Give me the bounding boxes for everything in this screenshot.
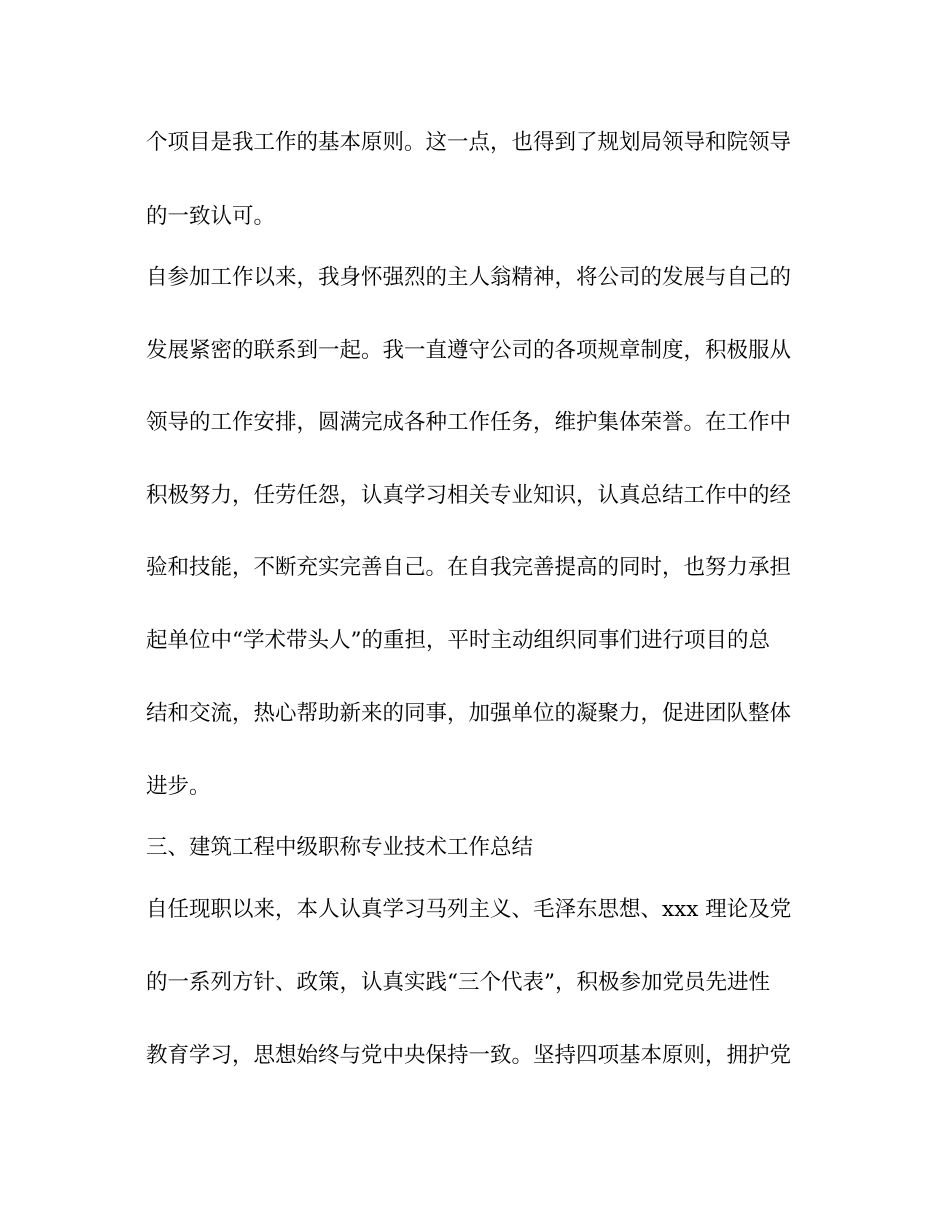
text-line: 教育学习，思想始终与党中央保持一致。坚持四项基本原则，拥护党 <box>146 1043 792 1068</box>
text-line: 的一致认可。 <box>146 204 276 229</box>
text-line: 发展紧密的联系到一起。我一直遵守公司的各项规章制度，积极服从 <box>146 338 792 363</box>
text-line: 领导的工作安排，圆满完成各种工作任务，维护集体荣誉。在工作中 <box>146 410 792 435</box>
paragraph-start-line: 自参加工作以来，我身怀强烈的主人翁精神，将公司的发展与自己的 <box>146 265 792 290</box>
text-line: 验和技能，不断充实完善自己。在自我完善提高的同时，也努力承担 <box>146 555 792 580</box>
text-line: 进步。 <box>146 774 211 799</box>
text-line: 起单位中“学术带头人”的重担，平时主动组织同事们进行项目的总 <box>146 628 770 653</box>
text-line: 的一系列方针、政策，认真实践“三个代表”，积极参加党员先进性 <box>146 970 770 995</box>
text-line: 结和交流，热心帮助新来的同事，加强单位的凝聚力，促进团队整体 <box>146 701 792 726</box>
section-heading: 三、建筑工程中级职称专业技术工作总结 <box>146 835 534 860</box>
paragraph-start-line: 自任现职以来，本人认真学习马列主义、毛泽东思想、xxx 理论及党 <box>146 897 792 922</box>
text-line: 个项目是我工作的基本原则。这一点，也得到了规划局领导和院领导 <box>146 130 792 155</box>
text-line: 积极努力，任劳任怨，认真学习相关专业知识，认真总结工作中的经 <box>146 483 792 508</box>
